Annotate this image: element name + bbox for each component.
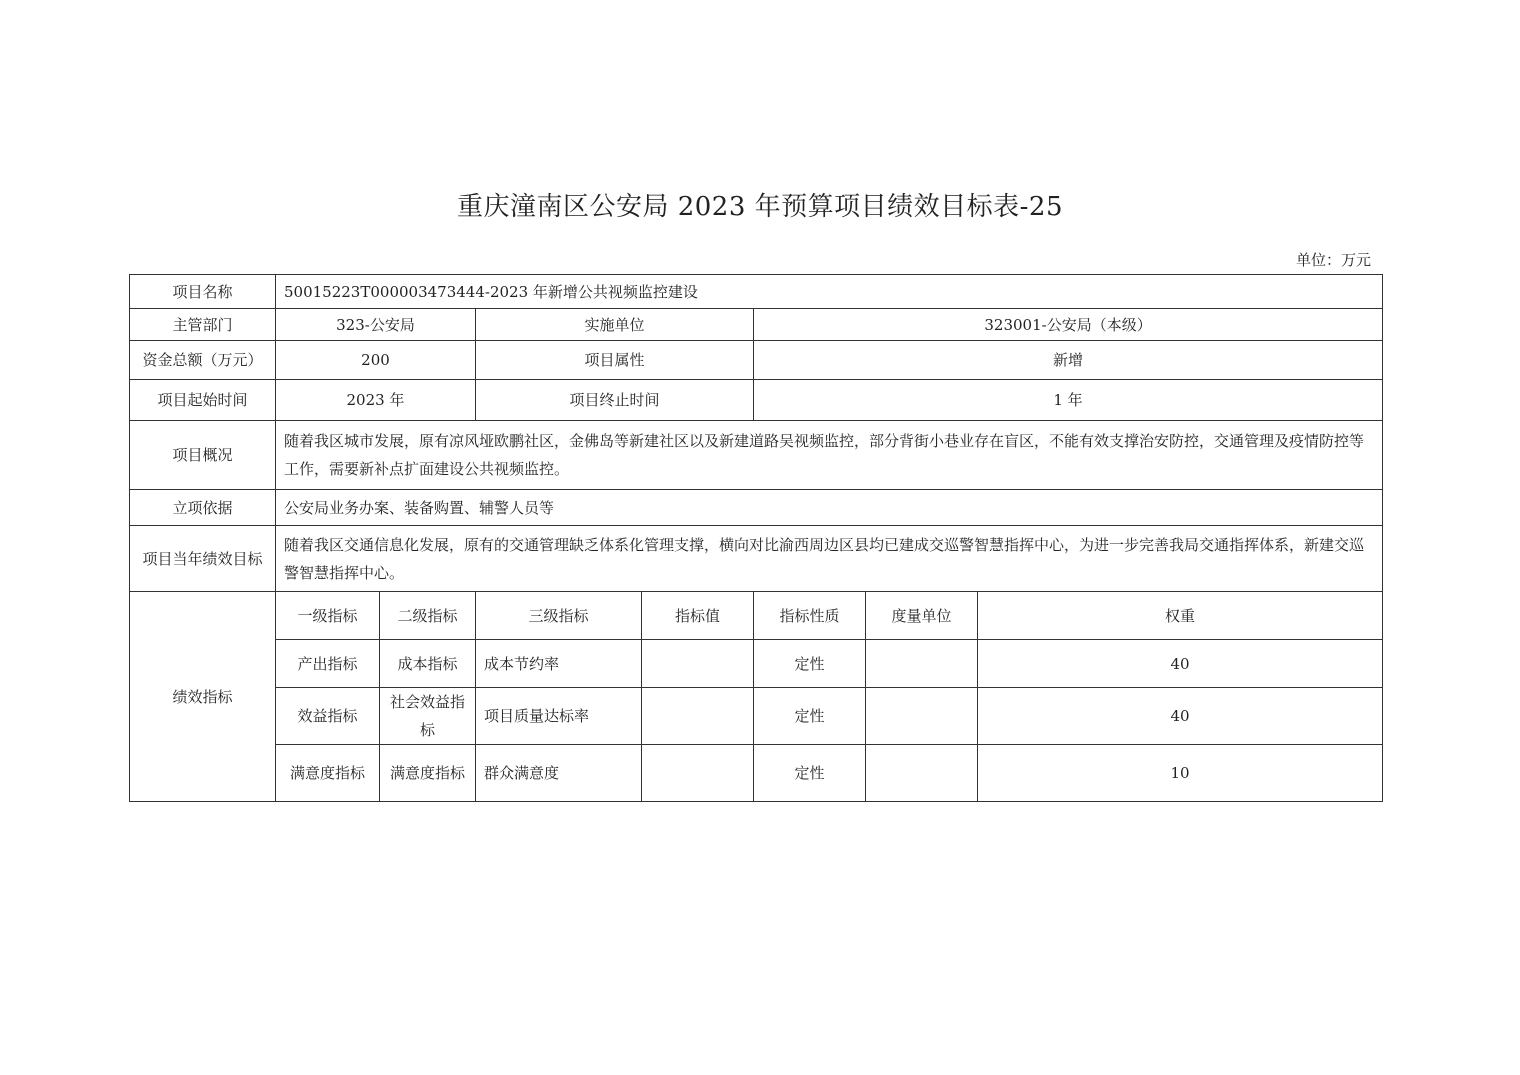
indicator-value <box>642 745 754 802</box>
indicator-nature: 定性 <box>754 745 866 802</box>
perf-indicator-label: 绩效指标 <box>130 592 276 802</box>
indicator-level3: 项目质量达标率 <box>476 688 642 745</box>
overview-label: 项目概况 <box>130 421 276 490</box>
indicator-value <box>642 640 754 688</box>
table-row <box>130 341 1383 380</box>
indicator-level2: 成本指标 <box>380 640 476 688</box>
start-time-value: 2023 年 <box>276 380 476 421</box>
indicator-nature: 定性 <box>754 688 866 745</box>
unit-label: 单位：万元 <box>1295 251 1371 269</box>
indicator-level2: 社会效益指标 <box>380 688 476 745</box>
table-row <box>130 640 1383 688</box>
header-nature: 指标性质 <box>754 592 866 640</box>
project-attr-value: 新增 <box>754 341 1383 380</box>
end-time-value: 1 年 <box>754 380 1383 421</box>
impl-unit-value: 323001-公安局（本级） <box>754 309 1383 341</box>
indicator-weight: 10 <box>978 745 1383 802</box>
performance-target-table <box>129 274 1383 802</box>
table-row <box>130 592 1383 640</box>
table-row <box>130 745 1383 802</box>
indicator-level3: 成本节约率 <box>476 640 642 688</box>
start-time-label: 项目起始时间 <box>130 380 276 421</box>
table-row <box>130 421 1383 490</box>
end-time-label: 项目终止时间 <box>476 380 754 421</box>
indicator-level2: 满意度指标 <box>380 745 476 802</box>
table-row <box>130 688 1383 745</box>
indicator-unit <box>866 640 978 688</box>
indicator-unit <box>866 745 978 802</box>
annual-goal-label: 项目当年绩效目标 <box>130 526 276 592</box>
indicator-level1: 产出指标 <box>276 640 380 688</box>
header-value: 指标值 <box>642 592 754 640</box>
project-attr-label: 项目属性 <box>476 341 754 380</box>
indicator-unit <box>866 688 978 745</box>
table-row <box>130 275 1383 309</box>
indicator-weight: 40 <box>978 688 1383 745</box>
header-unit: 度量单位 <box>866 592 978 640</box>
indicator-level1: 满意度指标 <box>276 745 380 802</box>
overview-value: 随着我区城市发展，原有凉风垭欧鹏社区，金佛岛等新建社区以及新建道路吴视频监控，部分背街小巷业存在盲区，不能有效支撑治安防控，交通管理及疫情防控等工作，需要新补点扩面建设公共视频监控。 <box>276 421 1383 490</box>
header-level2: 二级指标 <box>380 592 476 640</box>
indicator-value <box>642 688 754 745</box>
dept-label: 主管部门 <box>130 309 276 341</box>
indicator-level1: 效益指标 <box>276 688 380 745</box>
header-weight: 权重 <box>978 592 1383 640</box>
header-level3: 三级指标 <box>476 592 642 640</box>
page-title: 重庆潼南区公安局 2023 年预算项目绩效目标表-25 <box>456 192 1064 222</box>
table-row <box>130 309 1383 341</box>
fund-total-label: 资金总额（万元） <box>130 341 276 380</box>
basis-value: 公安局业务办案、装备购置、辅警人员等 <box>276 490 1383 526</box>
indicator-weight: 40 <box>978 640 1383 688</box>
basis-label: 立项依据 <box>130 490 276 526</box>
table-row <box>130 380 1383 421</box>
project-name-value: 50015223T000003473444-2023 年新增公共视频监控建设 <box>276 275 1383 309</box>
annual-goal-value: 随着我区交通信息化发展，原有的交通管理缺乏体系化管理支撑，横向对比渝西周边区县均已建成交巡警智慧指挥中心，为进一步完善我局交通指挥体系，新建交巡警智慧指挥中心。 <box>276 526 1383 592</box>
fund-total-value: 200 <box>276 341 476 380</box>
dept-value: 323-公安局 <box>276 309 476 341</box>
project-name-label: 项目名称 <box>130 275 276 309</box>
indicator-level3: 群众满意度 <box>476 745 642 802</box>
header-level1: 一级指标 <box>276 592 380 640</box>
table-row <box>130 526 1383 592</box>
indicator-nature: 定性 <box>754 640 866 688</box>
impl-unit-label: 实施单位 <box>476 309 754 341</box>
table-row <box>130 490 1383 526</box>
